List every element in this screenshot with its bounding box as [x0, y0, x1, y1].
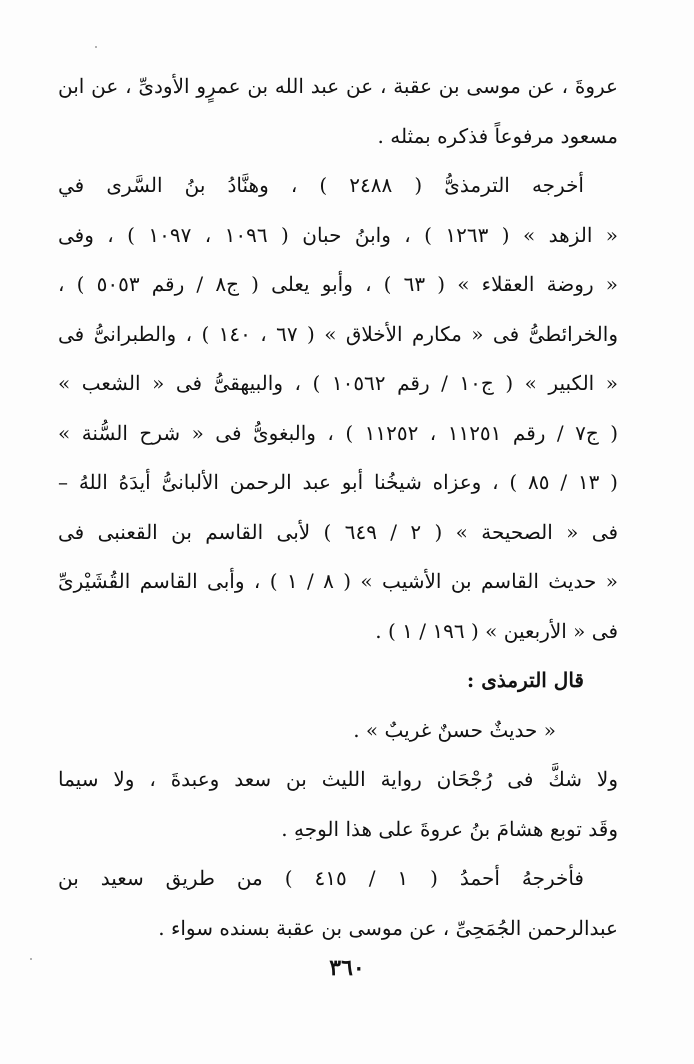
text-line: أخرجه الترمذىُّ ( ٢٤٨٨ ) ، وهنَّادُ بنُ السَّرى في: [58, 173, 584, 197]
page-number: ٣٦٠: [329, 955, 365, 981]
text-line: عبدالرحمن الجُمَحِىِّ ، عن موسى بن عقبة بسنده سواء .: [158, 915, 618, 940]
text-line: فأخرجهُ أحمدُ ( ١ / ٤١٥ ) من طريق سعيد بن: [58, 866, 584, 890]
section-heading: قال الترمذى :: [466, 668, 584, 692]
text-line: مسعود مرفوعاً فذكره بمثله .: [377, 123, 618, 148]
scan-speck: [95, 46, 97, 48]
text-line: فى « الصحيحة » ( ٢ / ٦٤٩ ) لأبى القاسم بن القعنبى فى: [58, 519, 618, 544]
text-line: ( ج٧ / رقم ١١٢٥١ ، ١١٢٥٢ ) ، والبغوىُّ فى « شرح السُّنة »: [58, 420, 618, 445]
text-line: « حديث القاسم بن الأشيب » ( ٨ / ١ ) ، وأبى القاسم القُشَيْرىِّ: [58, 569, 618, 593]
text-line: عروةَ ، عن موسى بن عقبة ، عن عبد الله بن عمرٍو الأودىِّ ، عن ابن: [58, 74, 618, 98]
text-line: فى « الأربعين » ( ١٩٦ / ١ ) .: [375, 618, 618, 643]
quote-line: « حديثٌ حسنٌ غريبٌ » .: [353, 717, 556, 742]
text-line: والخرائطىُّ فى « مكارم الأخلاق » ( ٦٧ ، ١٤٠ ) ، والطبرانىُّ فى: [58, 321, 618, 346]
text-line: « روضة العقلاء » ( ٦٣ ) ، وأبو يعلى ( ج٨ / رقم ٥٠٥٣ ) ،: [58, 272, 618, 296]
body-text: [58, 62, 618, 953]
text-line: « الزهد » ( ١٢٦٣ ) ، وابنُ حبان ( ١٠٩٦ ، ١٠٩٧ ) ، وفى: [58, 222, 618, 247]
text-line: « الكبير » ( ج١٠ / رقم ١٠٥٦٢ ) ، والبيهقىُّ فى « الشعب »: [58, 371, 618, 395]
text-line: ولا شكَّ فى رُجْحَان رواية الليث بن سعد وعبدةَ ، ولا سيما: [58, 767, 618, 791]
text-line: ( ١٣ / ٨٥ ) ، وعزاه شيخُنا أبو عبد الرحمن الألبانىُّ أيدَهُ اللهُ –: [58, 470, 618, 494]
text-line: وقَد توبع هشامَ بنُ عروةَ على هذا الوجهِ .: [281, 816, 618, 841]
